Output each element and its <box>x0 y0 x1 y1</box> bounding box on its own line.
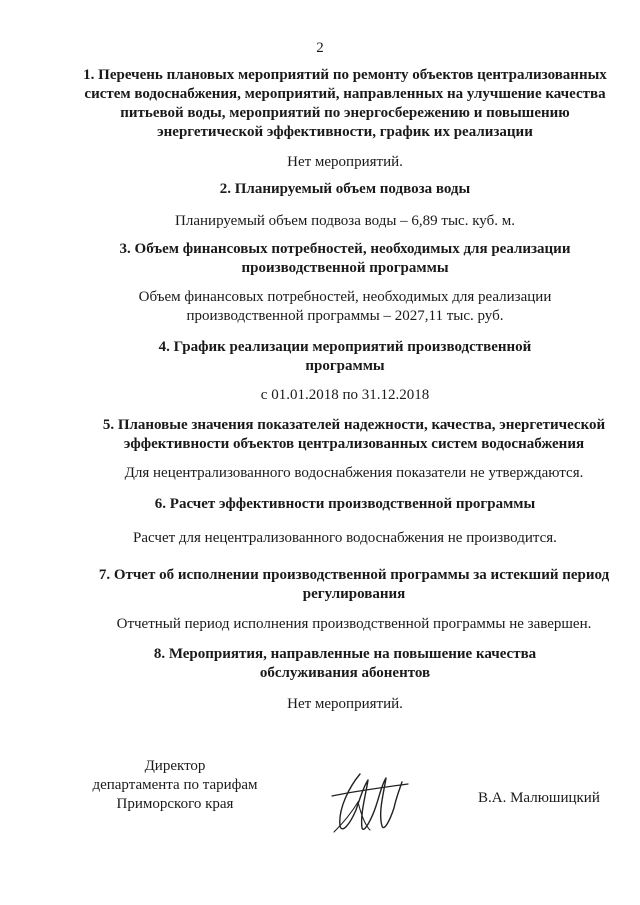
section-1-heading: 1. Перечень плановых мероприятий по ремонту объектов централизованных систем водоснабжения, мероприятий, направленных на улучшение качества питьевой воды, мероприятий по энергосбережению и повышению энергетической эффективности, график их реализации <box>83 67 607 140</box>
section-3-heading: 3. Объем финансовых потребностей, необходимых для реализации производственной программы <box>119 241 571 276</box>
section-1-text: Нет мероприятий. <box>287 154 403 170</box>
section-3-text: Объем финансовых потребностей, необходимых для реализации производственной программы – 2027,11 тыс. руб. <box>138 289 552 324</box>
section-7-heading: 7. Отчет об исполнении производственной программы за истекший период регулирования <box>98 567 610 602</box>
section-6-text: Расчет для нецентрализованного водоснабжения не производится. <box>133 530 557 546</box>
section-5-text: Для нецентрализованного водоснабжения показатели не утверждаются. <box>124 465 584 481</box>
section-8-text: Нет мероприятий. <box>287 696 403 712</box>
section-6-heading: 6. Расчет эффективности производственной программы <box>154 496 536 512</box>
section-4-text: с 01.01.2018 по 31.12.2018 <box>260 387 430 403</box>
section-2-heading: 2. Планируемый объем подвоза воды <box>219 181 471 197</box>
section-2-text: Планируемый объем подвоза воды – 6,89 тыс. куб. м. <box>175 213 515 229</box>
handwritten-signature <box>330 768 410 840</box>
signatory-title-line-3: Приморского края <box>116 796 234 812</box>
section-3 <box>80 240 610 326</box>
section-8 <box>130 645 560 714</box>
section-5-heading: 5. Плановые значения показателей надежности, качества, энергетической эффективности объектов централизованных систем водоснабжения <box>102 417 606 452</box>
section-1 <box>70 66 620 172</box>
section-5 <box>76 416 632 483</box>
section-7 <box>76 566 632 634</box>
page-number: 2 <box>316 40 324 56</box>
signatory-title-line-2: департамента по тарифам <box>92 777 258 793</box>
signer-name: В.А. Малюшицкий <box>478 790 600 806</box>
section-4-heading: 4. График реализации мероприятий производственной программы <box>158 339 532 374</box>
signatory-title <box>70 757 280 814</box>
section-6 <box>80 495 610 548</box>
section-8-heading: 8. Мероприятия, направленные на повышение качества обслуживания абонентов <box>153 646 537 681</box>
section-2 <box>80 180 610 231</box>
signatory-title-line-1: Директор <box>144 758 206 774</box>
section-7-text: Отчетный период исполнения производственной программы не завершен. <box>116 616 592 632</box>
section-4 <box>130 338 560 405</box>
